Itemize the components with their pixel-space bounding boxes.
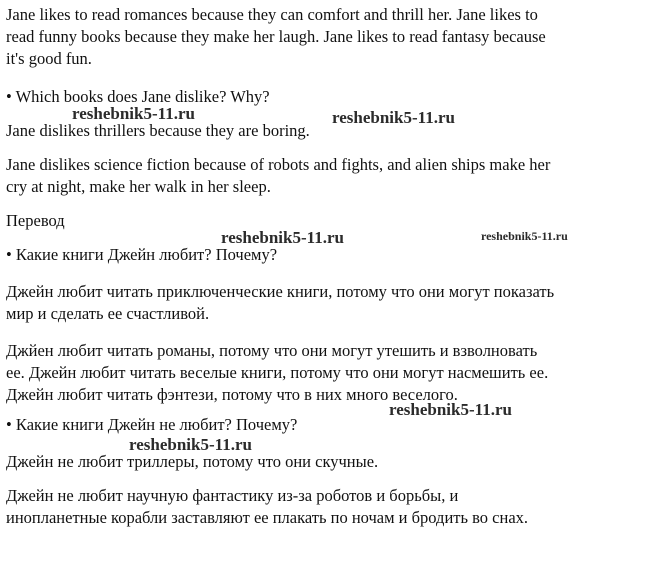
answer-dislikes-science-fiction: Jane dislikes science fiction because of robots and fights, and alien ships make her cry at night, make her walk in her sleep. <box>6 155 551 196</box>
paragraph-ru-adventure-books: Джейн любит читать приключенческие книги, потому что они могут показать мир и сделать ее счастливой. <box>6 282 555 323</box>
watermark: reshebnik5-11.ru <box>481 229 568 243</box>
paragraph-ru-romances-funny-fantasy: Джйен любит читать романы, потому что они могут утешить и взволновать ее. Джейн любит читать веселые книги, потому что они могут насмешить ее. Джейн любит читать фэнтези, потому что в них много веселого. <box>6 341 549 404</box>
answer-dislikes-thrillers: Jane dislikes thrillers because they are boring. <box>6 121 310 140</box>
translation-heading: Перевод <box>6 211 65 230</box>
paragraph-likes-romances-funny-fantasy: Jane likes to read romances because they can comfort and thrill her. Jane likes to read funny books because they make her laugh. Jane likes to read fantasy because it's good fun. <box>6 5 546 68</box>
watermark: reshebnik5-11.ru <box>129 435 252 454</box>
question-ru-which-books-like: • Какие книги Джейн любит? Почему? <box>6 245 278 264</box>
watermark: reshebnik5-11.ru <box>221 228 344 247</box>
watermark: reshebnik5-11.ru <box>72 104 195 123</box>
answer-ru-dislikes-thrillers: Джейн не любит триллеры, потому что они скучные. <box>6 452 379 471</box>
question-ru-which-books-dislike: • Какие книги Джейн не любит? Почему? <box>6 415 298 434</box>
watermark: reshebnik5-11.ru <box>389 400 512 419</box>
answer-ru-dislikes-science-fiction: Джейн не любит научную фантастику из-за роботов и борьбы, и инопланетные корабли заставляют ее плакать по ночам и бродить во снах. <box>6 486 529 527</box>
watermark: reshebnik5-11.ru <box>332 108 455 127</box>
question-which-books-dislike: • Which books does Jane dislike? Why? <box>6 87 270 106</box>
